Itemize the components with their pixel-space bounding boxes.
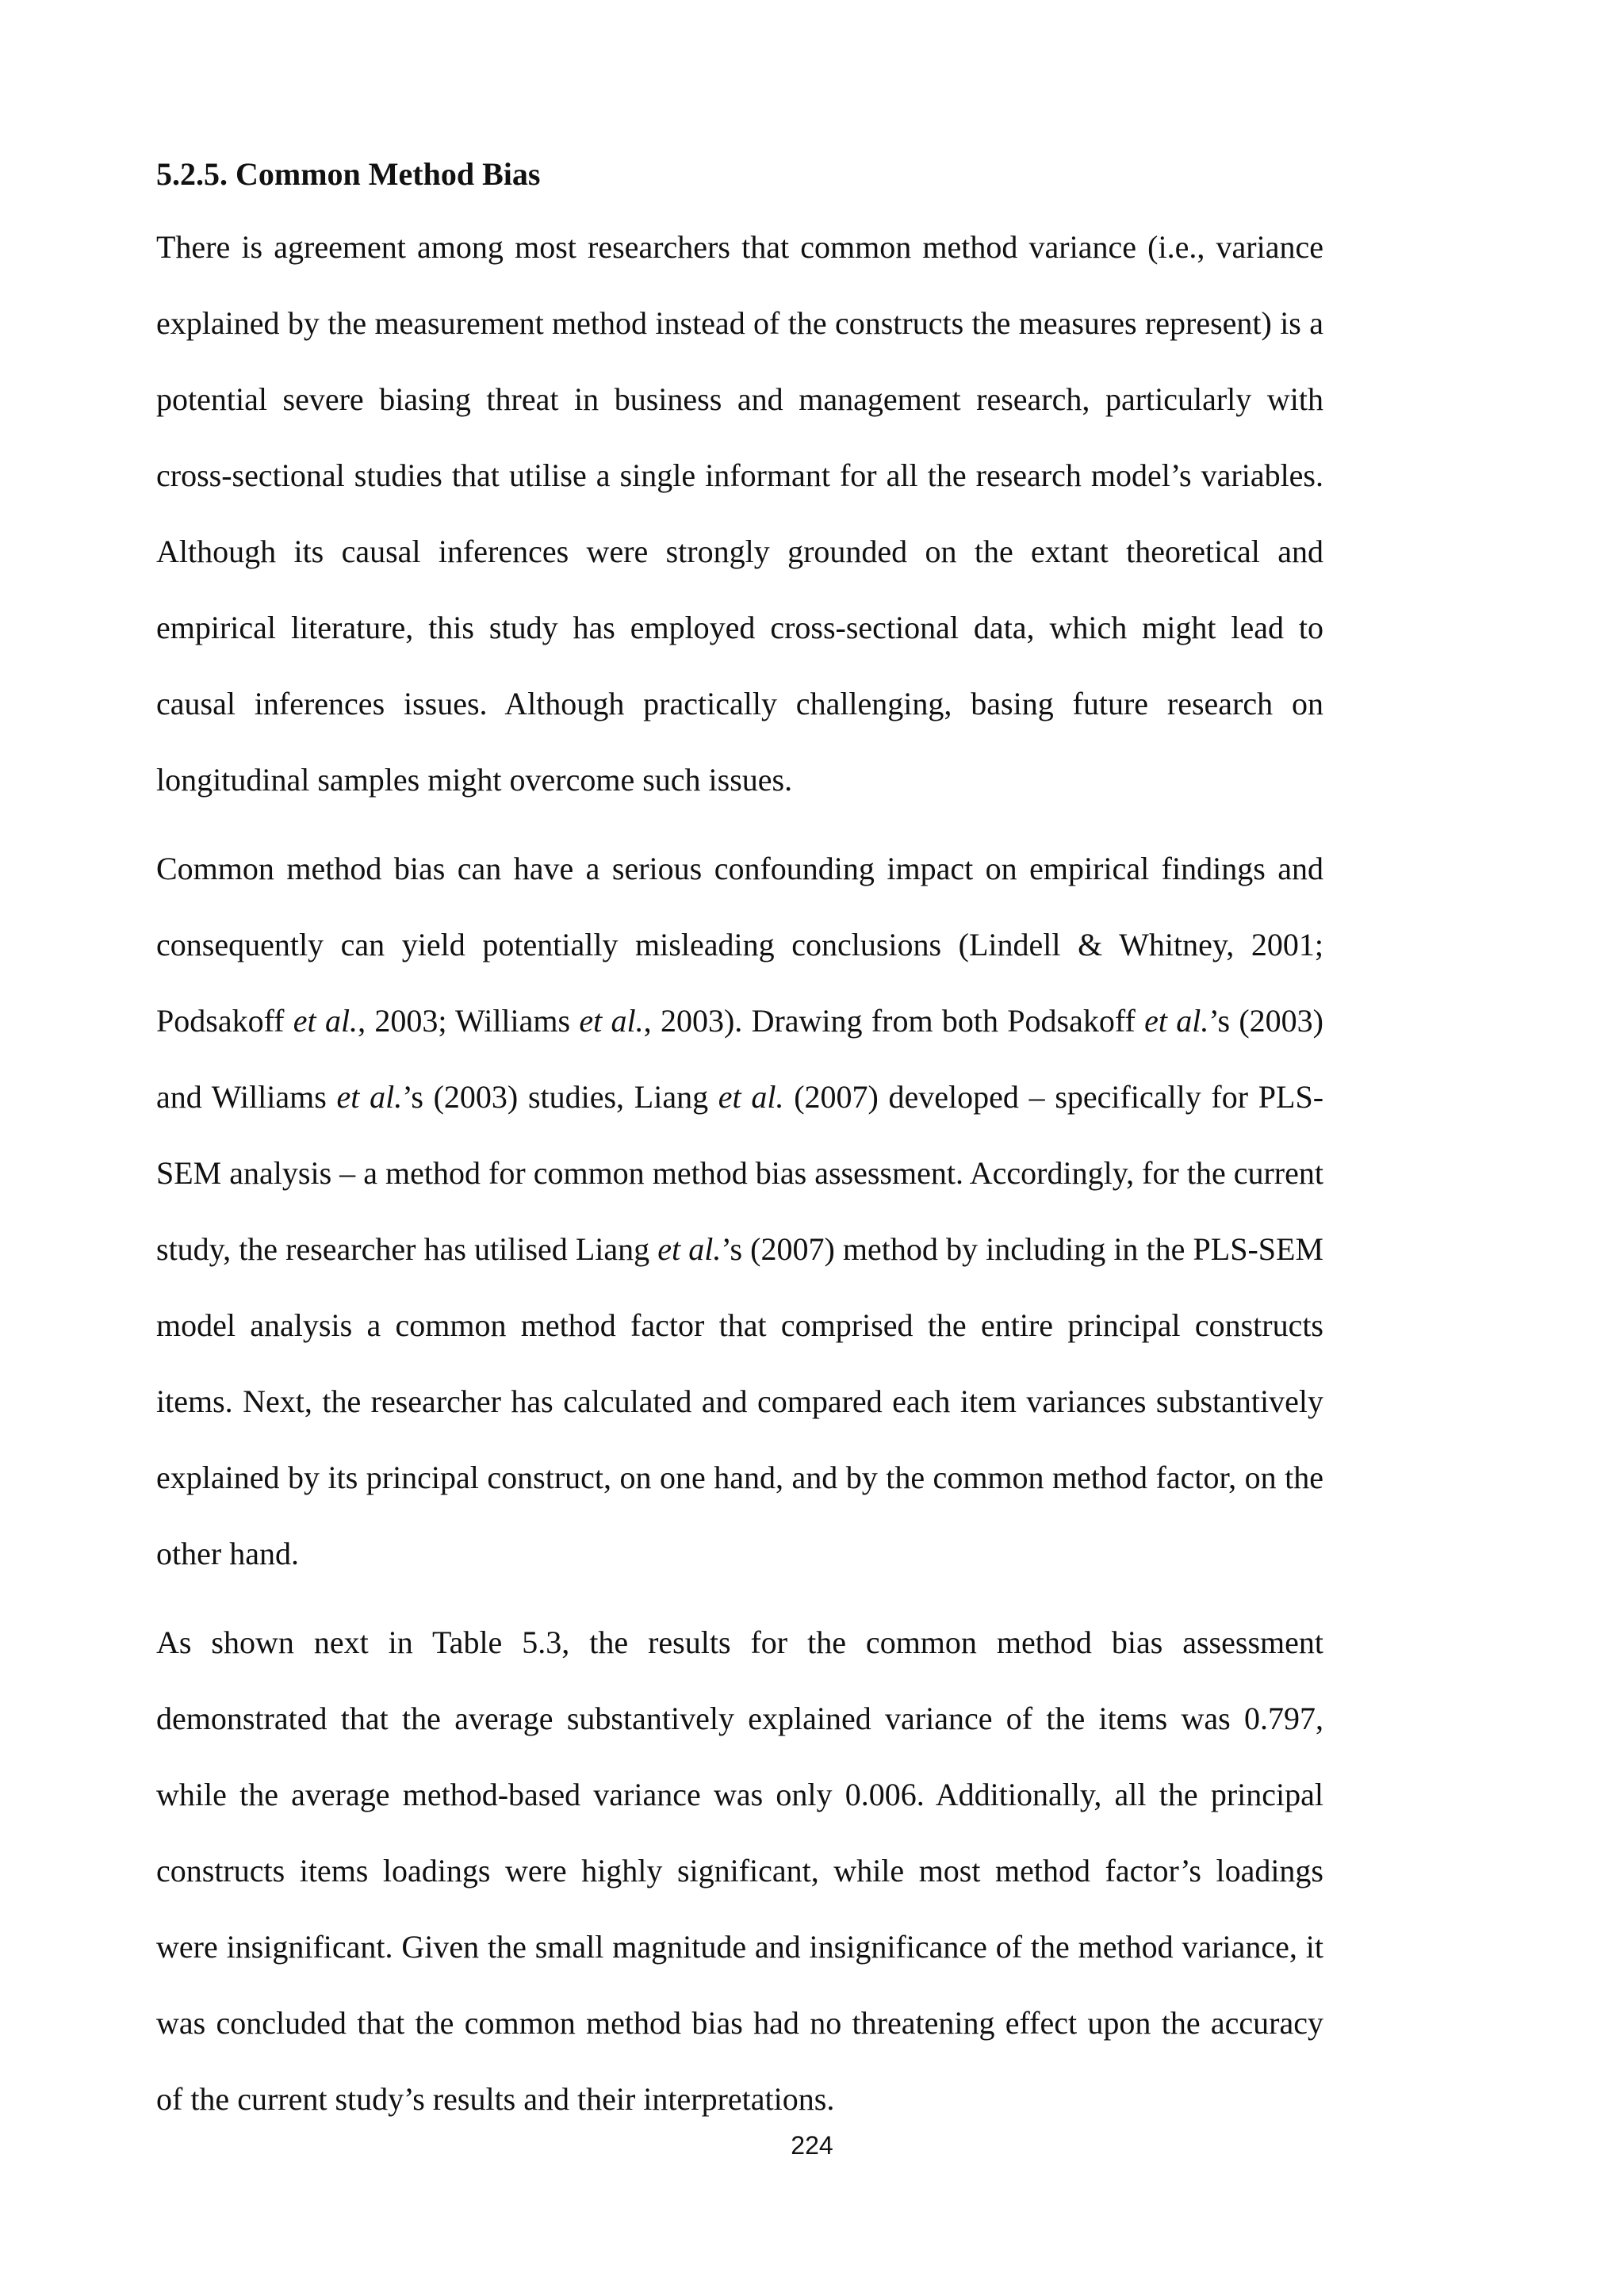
paragraph-2-text: , 2003; Williams <box>358 1003 580 1039</box>
citation-italic-et-al: et al. <box>293 1003 358 1039</box>
paragraph-2-text: , 2003). Drawing from both Podsakoff <box>643 1003 1145 1039</box>
paragraph-2-text: (2007) developed – specifically for PLS-SEM analysis – a method for common method bias assessment. Accordingly, for the current study, the researcher has utilised Liang <box>156 1079 1324 1267</box>
citation-italic-et-al: et al. <box>336 1079 403 1115</box>
paragraph-2-text: ’s (2003) and Williams <box>156 1003 1323 1115</box>
paragraph-2-text: Common method bias can have a serious confounding impact on empirical findings and consequently can yield potentially misleading conclusions (Lindell & Whitney, 2001; Podsakoff <box>156 851 1323 1039</box>
paragraph-2 <box>156 831 1323 1592</box>
page-number: 224 <box>791 2131 833 2160</box>
section-heading: 5.2.5. Common Method Bias <box>156 156 541 192</box>
citation-italic-et-al: et al. <box>657 1231 722 1267</box>
paragraph-1: There is agreement among most researchers that common method variance (i.e., variance explained by the measurement method instead of the constructs the measures represent) is a potential severe biasing threat in business and management research, particularly with cross-sectional studies that utilise a single informant for all the research model’s variables. Although its causal inferences were strongly grounded on the extant theoretical and empirical literature, this study has employed cross-sectional data, which might lead to causal inferences issues. Although practically challenging, basing future research on longitudinal samples might overcome such issues. <box>156 229 1323 798</box>
citation-italic-et-al: et al. <box>579 1003 644 1039</box>
citation-italic-et-al: et al. <box>1144 1003 1209 1039</box>
paragraph-2-text: ’s (2007) method by including in the PLS-SEM model analysis a common method factor that comprised the entire principal constructs items. Next, the researcher has calculated and compared each item variances substantively explained by its principal construct, on one hand, and by the common method factor, on the other hand. <box>156 1231 1324 1571</box>
paragraph-3: As shown next in Table 5.3, the results for the common method bias assessment demonstrated that the average substantively explained variance of the items was 0.797, while the average method-based variance was only 0.006. Additionally, all the principal constructs items loadings were highly significant, while most method factor’s loadings were insignificant. Given the small magnitude and insignificance of the method variance, it was concluded that the common method bias had no threatening effect upon the accuracy of the current study’s results and their interpretations. <box>156 1624 1323 2117</box>
paragraph-2-text: ’s (2003) studies, Liang <box>402 1079 718 1115</box>
citation-italic-et-al: et al. <box>718 1079 784 1115</box>
